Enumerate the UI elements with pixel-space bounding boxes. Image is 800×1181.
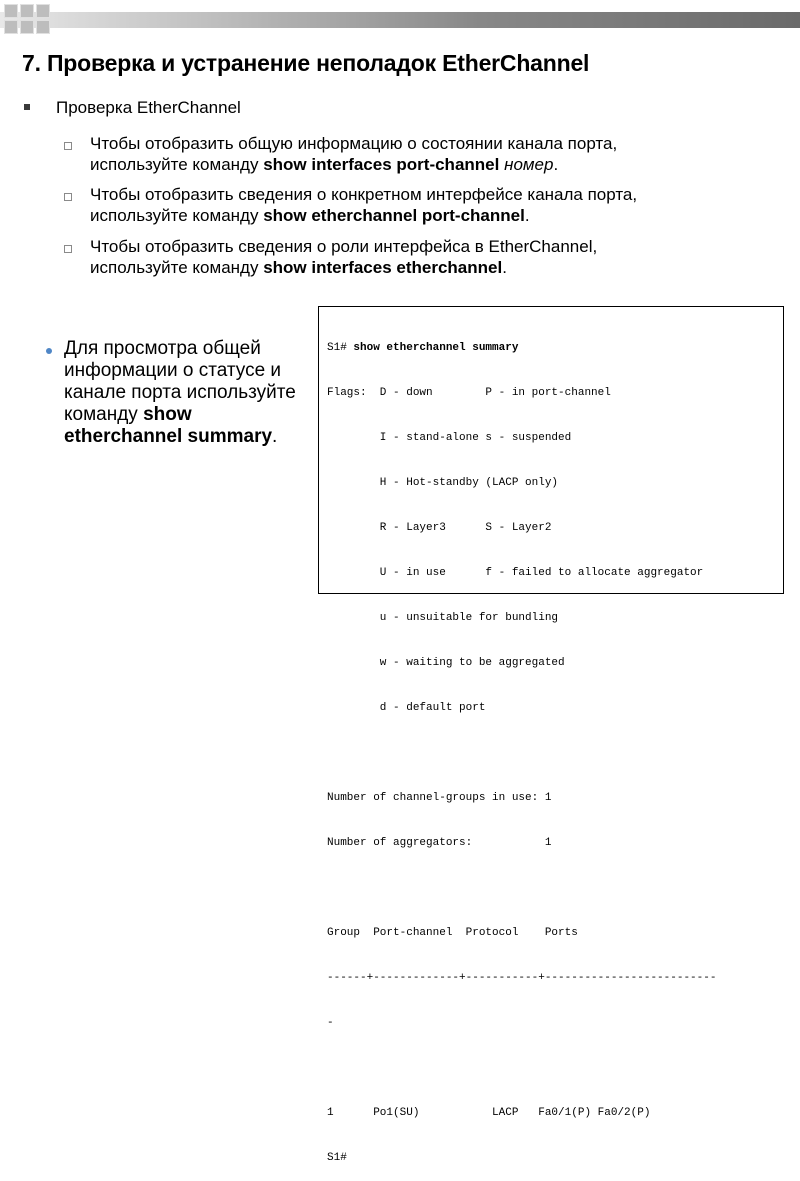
decor-square — [20, 4, 34, 18]
sub-item-1-line2 — [90, 154, 780, 175]
square-bullet-icon — [24, 104, 30, 110]
hollow-square-bullet-icon — [64, 245, 72, 253]
cli-line: R - Layer3 S - Layer2 — [327, 522, 552, 534]
sub-item-1-end: . — [553, 155, 559, 174]
cli-line: H - Hot-standby (LACP only) — [327, 477, 559, 489]
sub-item-1 — [90, 133, 780, 175]
left-note-text: Для просмотра общей информации о статусе и канале порта используйте команду — [64, 338, 296, 425]
sub-item-2-end: . — [524, 206, 530, 225]
header-decoration — [0, 0, 60, 40]
header-gradient — [0, 12, 800, 28]
cli-line: u - unsuitable for bundling — [327, 612, 559, 624]
cli-output-box — [318, 306, 784, 1164]
sub-item-1-prefix: используйте команду — [90, 155, 264, 174]
cli-line — [327, 881, 783, 896]
cli-line: Flags: D - down P - in port-channel — [327, 387, 611, 399]
round-bullet-icon — [46, 348, 52, 354]
sub-item-3-end: . — [502, 258, 507, 277]
decor-square — [4, 20, 18, 34]
cli-command-line — [327, 341, 783, 356]
sub-item-2 — [90, 184, 780, 226]
cli-line — [327, 746, 783, 761]
sub-item-2-line2 — [90, 205, 780, 226]
sub-item-1-line1: Чтобы отобразить общую информацию о состоянии канала порта, — [90, 134, 618, 153]
cli-line: Group Port-channel Protocol Ports — [327, 927, 578, 939]
sub-item-3-command: show interfaces etherchannel — [263, 258, 503, 277]
hollow-square-bullet-icon — [64, 142, 72, 150]
sub-item-3-line2 — [90, 257, 780, 278]
sub-item-1-command: show interfaces port-channel — [263, 155, 500, 174]
sub-item-2-line1: Чтобы отобразить сведения о конкретном интерфейсе канала порта, — [90, 185, 638, 204]
cli-prompt: S1# — [327, 342, 354, 354]
cli-line: Number of channel-groups in use: 1 — [327, 792, 552, 804]
cli-line — [327, 1061, 783, 1076]
decor-square — [36, 20, 50, 34]
sub-item-3 — [90, 236, 780, 278]
cli-line: w - waiting to be aggregated — [327, 657, 565, 669]
hollow-square-bullet-icon — [64, 193, 72, 201]
sub-item-3-prefix: используйте команду — [90, 258, 264, 277]
cli-line: S1# — [327, 1152, 347, 1164]
decor-square — [20, 20, 34, 34]
left-note-command: show etherchannel summary — [64, 404, 273, 447]
decor-square — [36, 4, 50, 18]
left-note — [64, 338, 314, 448]
cli-line: U - in use f - failed to allocate aggregator — [327, 567, 704, 579]
cli-line: d - default port — [327, 702, 486, 714]
slide-title: 7. Проверка и устранение неполадок EtherChannel — [22, 50, 590, 76]
cli-line: Number of aggregators: 1 — [327, 837, 552, 849]
sub-item-2-prefix: используйте команду — [90, 206, 264, 225]
main-bullet-text: Проверка EtherChannel — [56, 98, 241, 117]
cli-line: 1 Po1(SU) LACP Fa0/1(P) Fa0/2(P) — [327, 1107, 651, 1119]
decor-square — [4, 4, 18, 18]
sub-item-2-command: show etherchannel port-channel — [263, 206, 525, 225]
slide-header-bar — [0, 0, 800, 40]
left-note-end: . — [272, 426, 278, 447]
cli-line: ------+-------------+-----------+-------------------------- — [327, 972, 717, 984]
cli-line: - — [327, 1017, 334, 1029]
cli-line: I - stand-alone s - suspended — [327, 432, 572, 444]
cli-command: show etherchannel summary — [353, 342, 519, 354]
sub-item-3-line1: Чтобы отобразить сведения о роли интерфейса в EtherChannel, — [90, 237, 598, 256]
sub-item-1-suffix: номер — [499, 155, 554, 174]
